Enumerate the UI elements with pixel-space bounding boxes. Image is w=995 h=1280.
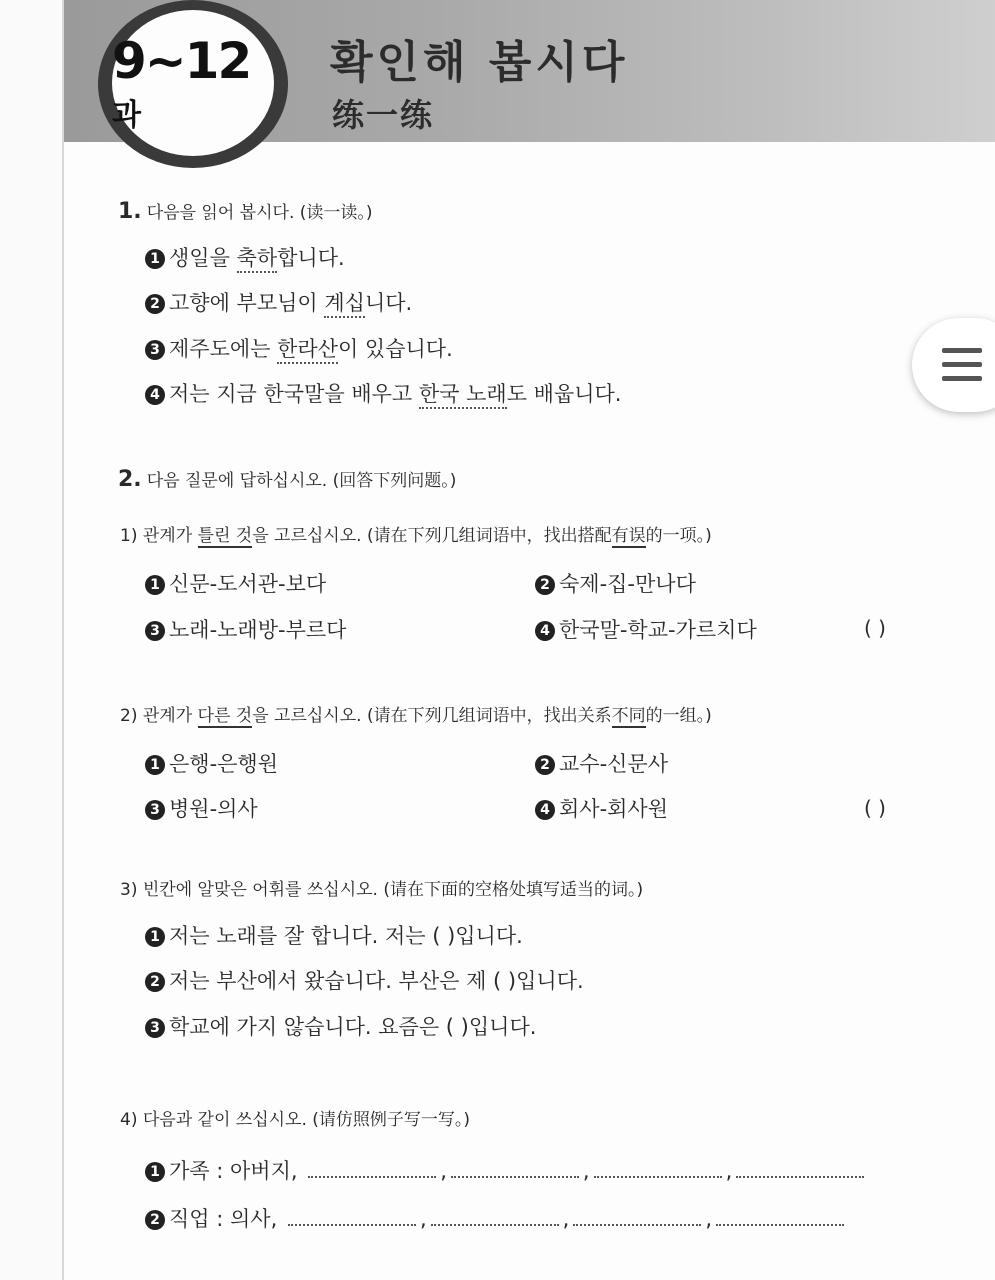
q2-instruction: 2) 관계가 다른 것을 고르십시오. (请在下列几组词语中，找出关系不同的一组。) <box>120 706 712 726</box>
page-subtitle: 练一练 <box>332 96 435 134</box>
q4-blank[interactable] <box>288 1206 416 1226</box>
q3-item-3: 3 학교에 가지 않습니다. 요즘은 ( )입니다. <box>145 1011 536 1041</box>
q4-blank[interactable] <box>716 1206 844 1226</box>
q1-answer-blank[interactable]: ( ) <box>864 616 886 640</box>
menu-button[interactable] <box>912 318 995 412</box>
q2-option-3: 3 병원-의사 <box>145 793 258 823</box>
q4-blank[interactable] <box>736 1158 864 1178</box>
q4-blank[interactable] <box>594 1158 722 1178</box>
q1-option-3: 3 노래-노래방-부르다 <box>145 614 346 644</box>
q4-blank[interactable] <box>451 1158 579 1178</box>
q3-item-1: 1 저는 노래를 잘 합니다. 저는 ( )입니다. <box>145 920 523 950</box>
page-margin <box>0 0 62 1280</box>
s1-item-4: 4 저는 지금 한국말을 배우고 한국 노래도 배웁니다. <box>145 378 621 408</box>
q2-answer-blank[interactable]: ( ) <box>864 796 886 820</box>
q1-option-4: 4 한국말-학교-가르치다 <box>535 614 757 644</box>
lesson-badge <box>112 10 274 156</box>
badge-number: 9~12 <box>112 32 251 90</box>
section-2-instruction: 다음 질문에 답하십시오. (回答下列问题。) <box>146 471 457 491</box>
page-title: 확인해 봅시다 <box>330 37 629 88</box>
q4-item-1: 1 가족 : 아버지, , , , <box>145 1155 868 1185</box>
q1-option-1: 1 신문-도서관-보다 <box>145 568 326 598</box>
s1-item-2: 2 고향에 부모님이 계십니다. <box>145 287 412 317</box>
q3-item-2: 2 저는 부산에서 왔습니다. 부산은 제 ( )입니다. <box>145 965 584 995</box>
section-1-instruction: 다음을 읽어 봅시다. (读一读。) <box>146 203 373 223</box>
q1-option-2: 2 숙제-집-만나다 <box>535 568 696 598</box>
q2-option-2: 2 교수-신문사 <box>535 748 668 778</box>
q2-option-4: 4 회사-회사원 <box>535 793 668 823</box>
section-1-heading: 1. 다음을 읽어 봅시다. (读一读。) <box>118 199 373 224</box>
q4-blank[interactable] <box>308 1158 436 1178</box>
menu-icon <box>942 348 982 353</box>
q4-blank[interactable] <box>573 1206 701 1226</box>
q1-instruction: 1) 관계가 틀린 것을 고르십시오. (请在下列几组词语中，找出搭配有误的一项。) <box>120 526 712 546</box>
s1-item-3: 3 제주도에는 한라산이 있습니다. <box>145 333 453 363</box>
section-2-heading: 2. 다음 질문에 답하십시오. (回答下列问题。) <box>118 467 457 492</box>
q4-instruction: 4) 다음과 같이 쓰십시오. (请仿照例子写一写。) <box>120 1110 471 1130</box>
q4-item-2: 2 직업 : 의사, , , , <box>145 1203 848 1233</box>
s1-item-1: 1 생일을 축하합니다. <box>145 242 345 272</box>
q4-blank[interactable] <box>431 1206 559 1226</box>
q2-option-1: 1 은행-은행원 <box>145 748 278 778</box>
q3-instruction: 3) 빈칸에 알맞은 어휘를 쓰십시오. (请在下面的空格处填写适当的词。) <box>120 880 644 900</box>
badge-suffix: 과 <box>112 98 139 133</box>
